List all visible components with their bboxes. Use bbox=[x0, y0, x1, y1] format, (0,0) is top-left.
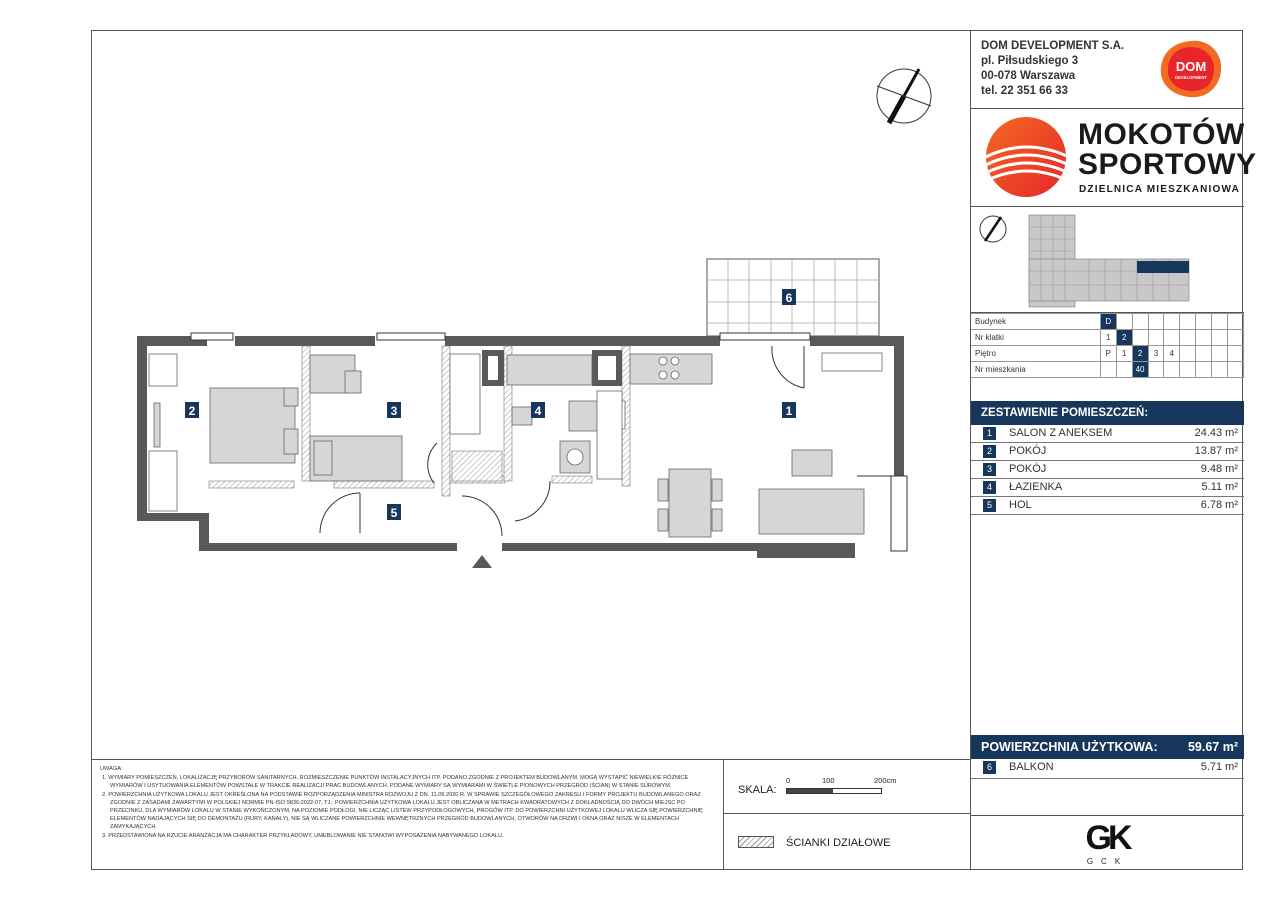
room-label-3-text: 3 bbox=[390, 404, 398, 418]
room-area: 24.43 m² bbox=[1194, 427, 1238, 439]
room-number: 1 bbox=[983, 427, 996, 440]
plan-sheet bbox=[91, 30, 1257, 870]
stair-label: Nr klatki bbox=[971, 330, 1100, 346]
company-name: DOM DEVELOPMENT S.A. bbox=[981, 40, 1125, 52]
scale-tick-0: 0 bbox=[786, 776, 791, 785]
room-label-5-text: 5 bbox=[390, 506, 398, 520]
total-area-label: POWIERZCHNIA UŻYTKOWA: bbox=[981, 740, 1158, 754]
note-item-1: 1. WYMIARY POMIESZCZEŃ, LOKALIZACJĘ PRZYBORÓW SANITARNYCH, ROZMIESZCZENIE PUNKTÓW INSTALACYJNYCH ITP. PODANO ZGODNIE Z PROJEKTEM BUDOWLANYM. MOGĄ WYSTĄPIĆ NIEWIELKIE RÓŻNICE WYMIARÓW I USYTUOWANIA ELEMENTÓW POWSTAŁE W TRAKCIE REALIZACJI PRAC BUDOWLANYCH. PODANE WYMIARY SĄ WYMIARAMI W ŚWIETLE PIONOWYCH PRZEGRÓD (ŚCIAN) W STANIE SUROWYM. bbox=[102, 775, 689, 790]
apartment-value: 40 bbox=[1132, 362, 1148, 378]
key-plan-north-icon bbox=[980, 216, 1006, 242]
total-area-bar bbox=[971, 735, 1244, 759]
room-row bbox=[971, 479, 1244, 497]
company-address-line1: pl. Piłsudskiego 3 bbox=[981, 55, 1079, 67]
building-value: D bbox=[1100, 314, 1116, 330]
room-label-6-text: 6 bbox=[785, 291, 793, 305]
stair-value-1: 1 bbox=[1100, 330, 1116, 346]
dom-logo-subtext: DEVELOPMENT bbox=[1175, 75, 1207, 80]
info-panel bbox=[970, 31, 1257, 870]
room-name: SALON Z ANEKSEM bbox=[1009, 427, 1113, 439]
scale-tick-200: 200cm bbox=[874, 776, 897, 785]
gck-subtitle: GCK bbox=[1086, 857, 1129, 866]
brand-subtitle: DZIELNICA MIESZKANIOWA bbox=[1079, 184, 1241, 195]
room-number: 4 bbox=[983, 481, 996, 494]
room-area: 9.48 m² bbox=[1200, 463, 1238, 475]
stair-value-2: 2 bbox=[1116, 330, 1132, 346]
furniture bbox=[149, 353, 882, 537]
room-name: POKÓJ bbox=[1009, 463, 1047, 475]
room-label-1-text: 1 bbox=[785, 404, 793, 418]
room-area: 5.11 m² bbox=[1201, 481, 1238, 493]
scale-tick-100: 100 bbox=[822, 776, 835, 785]
room-label-2-text: 2 bbox=[188, 404, 196, 418]
apartment-info-grid bbox=[971, 313, 1244, 378]
key-plan bbox=[971, 207, 1244, 313]
legend bbox=[724, 813, 970, 870]
balcony-area: 5.71 m² bbox=[1200, 761, 1238, 773]
floor-value-4: 4 bbox=[1164, 346, 1180, 362]
floor-value-3: 3 bbox=[1148, 346, 1164, 362]
brand-name-line2: SPORTOWY bbox=[1078, 148, 1257, 181]
room-row bbox=[971, 443, 1244, 461]
gck-logo-icon bbox=[971, 816, 1244, 856]
room-number: 2 bbox=[983, 445, 996, 458]
balcony-number: 6 bbox=[983, 761, 996, 774]
room-name: ŁAZIENKA bbox=[1009, 481, 1063, 493]
notes-title: UWAGA: bbox=[100, 766, 123, 772]
company-info bbox=[971, 31, 1244, 109]
scale-label: SKALA: bbox=[738, 784, 777, 796]
legend-label: ŚCIANKI DZIAŁOWE bbox=[786, 837, 891, 849]
room-row bbox=[971, 461, 1244, 479]
brand-name-line1: MOKOTÓW bbox=[1078, 118, 1245, 151]
dom-logo-text: DOM bbox=[1175, 59, 1207, 74]
gck-logo-mark: GK bbox=[1085, 819, 1129, 856]
legend-hatch-swatch bbox=[738, 836, 774, 848]
floor-plan bbox=[92, 31, 970, 759]
floor-label: Piętro bbox=[971, 346, 1100, 362]
room-label-4-text: 4 bbox=[534, 404, 542, 418]
north-arrow-icon bbox=[877, 69, 931, 123]
scale-bar bbox=[786, 788, 882, 794]
floor-value-2: 2 bbox=[1132, 346, 1148, 362]
total-area-value: 59.67 m² bbox=[1187, 740, 1238, 754]
room-number: 3 bbox=[983, 463, 996, 476]
company-phone: tel. 22 351 66 33 bbox=[981, 85, 1068, 97]
brand-logo-icon bbox=[985, 116, 1067, 198]
floor-value-1: 1 bbox=[1116, 346, 1132, 362]
room-name: HOL bbox=[1009, 499, 1032, 511]
note-item-2: 2. POWIERZCHNIA UŻYTKOWA LOKALU JEST OKREŚLONA NA PODSTAWIE ROZPORZĄDZENIA MINISTRA ROZWOJU Z DN. 11.09.2020 R. W SPRAWIE SZCZEGÓŁOWEGO ZAKRESU I FORMY PROJEKTU BUDOWLANEGO ORAZ ZGODNIE Z ZASADAMI ZAWARTYMI W POLSKIEJ NORMIE PN-ISO 9836:2022-07, TJ.: POWIERZCHNIA UŻYTKOWA LOKALU JEST OBLICZANA W METRACH KWADRATOWYCH Z DOKŁADNOŚCIĄ DO DWÓCH MIEJSC PO PRZECINKU, DLA WYMIARÓW LOKALU W STANIE WYKOŃCZONYM, NA POZIOMIE PODŁOGI, NIE LICZĄC LISTEW PRZYPODŁOGOWYCH, PROGÓW ITP. DO POWIERZCHNI UŻYTKOWEJ LOKALU WLICZA SIĘ POWIERZCHNIĘ ELEMENTÓW NADAJĄCYCH SIĘ DO DEMONTAŻU (RURY, KANAŁY), NIE SĄ WLICZANE POWIERZCHNIE WEWNĘTRZNYCH PRZEGRÓD BUDOWLANYCH, OTWORÓW NA DRZWI I OKNA ORAZ NISZE W ELEMENTACH ZAMYKAJĄCYCH. bbox=[102, 791, 703, 831]
rooms-header: ZESTAWIENIE POMIESZCZEŃ: bbox=[971, 401, 1244, 425]
key-plan-drawing bbox=[971, 207, 1244, 313]
entrance-arrow-icon bbox=[472, 555, 492, 568]
room-row bbox=[971, 497, 1244, 515]
gck-logo bbox=[971, 815, 1244, 870]
floor-value-p: P bbox=[1100, 346, 1116, 362]
building-label: Budynek bbox=[971, 314, 1100, 330]
apartment-label: Nr mieszkania bbox=[971, 362, 1100, 378]
floor-plan-drawing bbox=[92, 31, 970, 759]
balcony-name: BALKON bbox=[1009, 761, 1054, 773]
room-area: 13.87 m² bbox=[1194, 445, 1238, 457]
room-number: 5 bbox=[983, 499, 996, 512]
room-name: POKÓJ bbox=[1009, 445, 1047, 457]
room-area: 6.78 m² bbox=[1200, 499, 1238, 511]
notes bbox=[92, 759, 724, 870]
balcony-row bbox=[971, 759, 1244, 779]
dom-logo-icon bbox=[1159, 39, 1223, 99]
brand bbox=[971, 109, 1257, 207]
room-row bbox=[971, 425, 1244, 443]
key-plan-highlight bbox=[1137, 261, 1189, 273]
note-item-3: 3. PRZEDSTAWIONA NA RZUCIE ARANŻACJA MA CHARAKTER PRZYKŁADOWY, UMEBLOWANIE NIE STANOWI WYPOSAŻENIA NABYWANEGO LOKALU. bbox=[102, 832, 504, 839]
company-address-line2: 00-078 Warszawa bbox=[981, 70, 1076, 82]
scale bbox=[724, 759, 970, 813]
